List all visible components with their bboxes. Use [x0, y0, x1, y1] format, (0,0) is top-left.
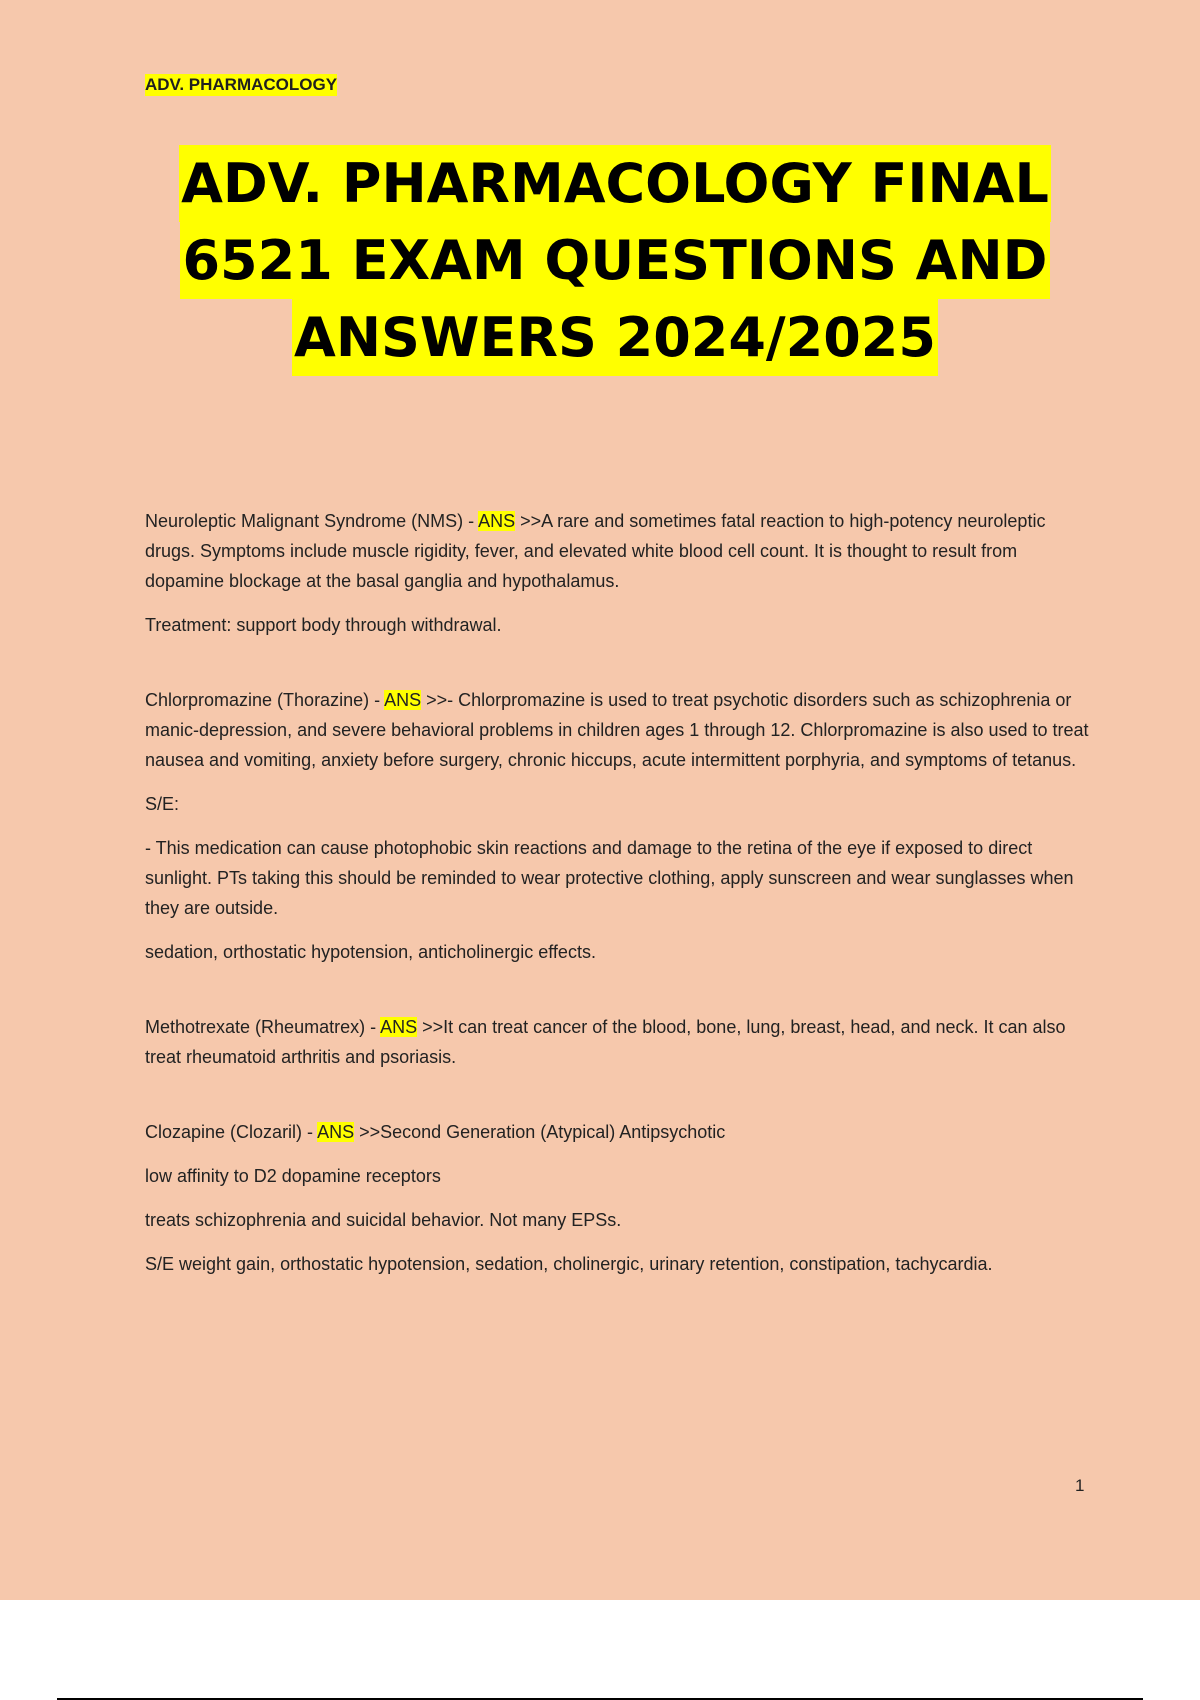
- ans-label: ANS: [384, 690, 422, 710]
- title-line-3: ANSWERS 2024/2025: [292, 299, 938, 376]
- answer-note: low affinity to D2 dopamine receptors: [145, 1166, 441, 1186]
- answer-text: >>- Chlorpromazine is used to treat psychotic disorders such as schizophrenia or manic-depression, and severe behavioral problems in children ages 1 through 12. Chlorpromazine is also used to treat nausea and vomiting, anxiety before surgery, chronic hiccups, acute intermittent porphyria, and symptoms of tetanus.: [145, 690, 1089, 770]
- ans-label: ANS: [478, 511, 516, 531]
- ans-label: ANS: [380, 1017, 418, 1037]
- title-line-1: ADV. PHARMACOLOGY FINAL: [179, 145, 1051, 222]
- term-text: Methotrexate (Rheumatrex) -: [145, 1017, 381, 1037]
- answer-note: sedation, orthostatic hypotension, anticholinergic effects.: [145, 942, 596, 962]
- answer-note: Treatment: support body through withdrawal.: [145, 615, 502, 635]
- qa-question: [145, 1012, 1090, 1072]
- entry-spacer: [145, 981, 1090, 1012]
- answer-text: >>Second Generation (Atypical) Antipsychotic: [354, 1122, 726, 1142]
- entry-spacer: [145, 1086, 1090, 1117]
- qa-content: [145, 506, 1090, 1293]
- entry-spacer: [145, 654, 1090, 685]
- page-number: 1: [1075, 1476, 1085, 1495]
- qa-entry: [145, 1117, 1090, 1279]
- answer-text: >>A rare and sometimes fatal reaction to high-potency neuroleptic drugs. Symptoms include muscle rigidity, fever, and elevated white blood cell count. It is thought to result from dopamine blockage at the basal ganglia and hypothalamus.: [145, 511, 1046, 591]
- answer-text: >>It can treat cancer of the blood, bone, lung, breast, head, and neck. It can also treat rheumatoid arthritis and psoriasis.: [145, 1017, 1066, 1067]
- term-text: Neuroleptic Malignant Syndrome (NMS) -: [145, 511, 479, 531]
- qa-entry: [145, 506, 1090, 640]
- qa-question: [145, 1117, 1090, 1147]
- qa-entry: [145, 1012, 1090, 1072]
- qa-entry: [145, 685, 1090, 967]
- document-title: [140, 145, 1090, 376]
- answer-note: S/E:: [145, 794, 180, 814]
- answer-note: treats schizophrenia and suicidal behavior. Not many EPSs.: [145, 1210, 622, 1230]
- qa-question: [145, 506, 1090, 596]
- answer-note: - This medication can cause photophobic skin reactions and damage to the retina of the eye if exposed to direct sunlight. PTs taking this should be reminded to wear protective clothing, apply sunscreen and wear sunglasses when they are outside.: [145, 838, 1074, 918]
- running-header: ADV. PHARMACOLOGY: [145, 75, 338, 94]
- term-text: Chlorpromazine (Thorazine) -: [145, 690, 385, 710]
- term-text: Clozapine (Clozaril) -: [145, 1122, 318, 1142]
- answer-note: S/E weight gain, orthostatic hypotension, sedation, cholinergic, urinary retention, constipation, tachycardia.: [145, 1254, 993, 1274]
- ans-label: ANS: [317, 1122, 355, 1142]
- qa-question: [145, 685, 1090, 775]
- title-line-2: 6521 EXAM QUESTIONS AND: [180, 222, 1049, 299]
